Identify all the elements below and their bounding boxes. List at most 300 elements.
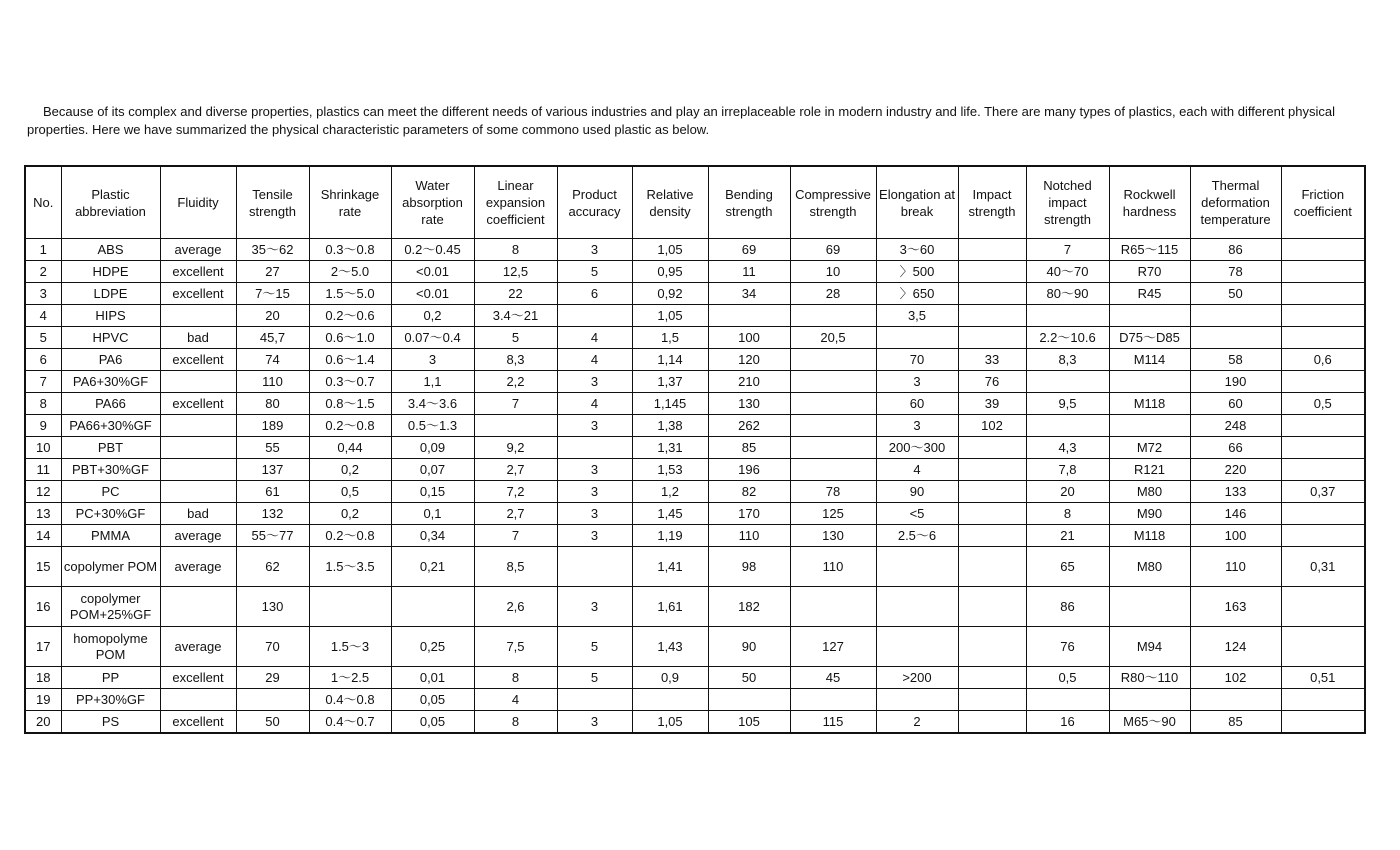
- table-cell: [958, 689, 1026, 711]
- col-header: Tensile strength: [236, 166, 309, 239]
- table-cell: [708, 689, 790, 711]
- table-cell: 189: [236, 415, 309, 437]
- table-cell: 65: [1026, 547, 1109, 587]
- table-cell: 1,05: [632, 711, 708, 734]
- table-cell: 137: [236, 459, 309, 481]
- table-cell: excellent: [160, 349, 236, 371]
- table-cell: 7,5: [474, 627, 557, 667]
- table-cell: PP: [61, 667, 160, 689]
- table-cell: 0.07～0.4: [391, 327, 474, 349]
- table-row: [25, 667, 1365, 689]
- table-cell: 35～62: [236, 239, 309, 261]
- table-cell: [790, 349, 876, 371]
- table-cell: 0,2: [309, 459, 391, 481]
- table-cell: 1.5～3.5: [309, 547, 391, 587]
- table-cell: 0,34: [391, 525, 474, 547]
- table-cell: 8: [474, 667, 557, 689]
- table-cell: R65～115: [1109, 239, 1190, 261]
- table-cell: 2: [876, 711, 958, 734]
- table-cell: 5: [557, 261, 632, 283]
- table-cell: [1026, 371, 1109, 393]
- table-cell: 80～90: [1026, 283, 1109, 305]
- table-row: [25, 261, 1365, 283]
- table-cell: [1026, 415, 1109, 437]
- col-header: Plastic abbreviation: [61, 166, 160, 239]
- table-cell: 4: [25, 305, 61, 327]
- table-row: [25, 459, 1365, 481]
- table-row: [25, 415, 1365, 437]
- table-cell: 0,44: [309, 437, 391, 459]
- table-cell: PA66+30%GF: [61, 415, 160, 437]
- table-cell: 33: [958, 349, 1026, 371]
- col-header: Notched impact strength: [1026, 166, 1109, 239]
- table-cell: 16: [25, 587, 61, 627]
- table-cell: 22: [474, 283, 557, 305]
- table-cell: 18: [25, 667, 61, 689]
- table-cell: PS: [61, 711, 160, 734]
- table-cell: [1026, 689, 1109, 711]
- table-cell: 5: [557, 627, 632, 667]
- table-row: [25, 547, 1365, 587]
- table-cell: [1026, 305, 1109, 327]
- table-cell: PBT: [61, 437, 160, 459]
- table-cell: 8: [25, 393, 61, 415]
- table-cell: [958, 459, 1026, 481]
- plastic-properties-table: [24, 165, 1366, 734]
- table-cell: 0,2: [309, 503, 391, 525]
- table-cell: M72: [1109, 437, 1190, 459]
- table-row: [25, 587, 1365, 627]
- table-cell: 4: [876, 459, 958, 481]
- table-cell: [876, 627, 958, 667]
- table-cell: [160, 459, 236, 481]
- table-cell: 2,7: [474, 459, 557, 481]
- table-cell: [958, 437, 1026, 459]
- table-cell: M114: [1109, 349, 1190, 371]
- table-cell: 3: [557, 415, 632, 437]
- table-cell: 19: [25, 689, 61, 711]
- table-cell: HPVC: [61, 327, 160, 349]
- table-cell: 0,5: [1281, 393, 1365, 415]
- table-cell: M65～90: [1109, 711, 1190, 734]
- table-cell: [1190, 689, 1281, 711]
- table-cell: 3: [876, 371, 958, 393]
- table-cell: 8: [474, 711, 557, 734]
- table-cell: 78: [1190, 261, 1281, 283]
- table-cell: 105: [708, 711, 790, 734]
- table-cell: [958, 503, 1026, 525]
- table-cell: 2.2～10.6: [1026, 327, 1109, 349]
- table-cell: 45,7: [236, 327, 309, 349]
- table-body: [25, 239, 1365, 734]
- table-cell: 50: [708, 667, 790, 689]
- table-row: [25, 349, 1365, 371]
- table-cell: [790, 437, 876, 459]
- table-cell: [876, 547, 958, 587]
- col-header: Relative density: [632, 166, 708, 239]
- table-cell: R80～110: [1109, 667, 1190, 689]
- table-cell: [958, 261, 1026, 283]
- table-cell: [958, 667, 1026, 689]
- table-cell: 3.4～3.6: [391, 393, 474, 415]
- table-cell: 100: [708, 327, 790, 349]
- table-cell: 1,41: [632, 547, 708, 587]
- table-cell: 1,19: [632, 525, 708, 547]
- table-cell: 0,1: [391, 503, 474, 525]
- table-cell: 125: [790, 503, 876, 525]
- table-cell: [1109, 689, 1190, 711]
- table-row: [25, 305, 1365, 327]
- col-header: Fluidity: [160, 166, 236, 239]
- table-cell: [1281, 627, 1365, 667]
- table-row: [25, 283, 1365, 305]
- table-cell: 4: [557, 349, 632, 371]
- table-cell: 110: [236, 371, 309, 393]
- table-cell: 5: [25, 327, 61, 349]
- table-row: [25, 481, 1365, 503]
- table-cell: average: [160, 525, 236, 547]
- table-cell: 40～70: [1026, 261, 1109, 283]
- table-cell: 16: [1026, 711, 1109, 734]
- table-cell: excellent: [160, 283, 236, 305]
- table-cell: [1281, 283, 1365, 305]
- table-row: [25, 327, 1365, 349]
- table-cell: [958, 547, 1026, 587]
- table-cell: 17: [25, 627, 61, 667]
- col-header: Water absorption rate: [391, 166, 474, 239]
- table-cell: 0,92: [632, 283, 708, 305]
- table-row: [25, 503, 1365, 525]
- table-cell: 70: [236, 627, 309, 667]
- table-cell: PA6+30%GF: [61, 371, 160, 393]
- table-cell: copolymer POM+25%GF: [61, 587, 160, 627]
- col-header: Thermal deformation temperature: [1190, 166, 1281, 239]
- table-cell: 3: [557, 481, 632, 503]
- table-cell: 21: [1026, 525, 1109, 547]
- intro-paragraph: Because of its complex and diverse properties, plastics can meet the different needs of various industries and play an irreplaceable role in modern industry and life. There are many types of plastics, each with different physical properties. Here we have summarized the physical characteristic parameters of some commono used plastic as below.: [27, 104, 1336, 137]
- table-cell: 7: [474, 393, 557, 415]
- table-cell: 69: [790, 239, 876, 261]
- table-cell: average: [160, 547, 236, 587]
- table-cell: 102: [1190, 667, 1281, 689]
- table-cell: 1,45: [632, 503, 708, 525]
- table-cell: 130: [236, 587, 309, 627]
- table-cell: 〉500: [876, 261, 958, 283]
- table-cell: [1281, 689, 1365, 711]
- table-cell: 34: [708, 283, 790, 305]
- table-cell: excellent: [160, 667, 236, 689]
- table-cell: 0,25: [391, 627, 474, 667]
- table-cell: [557, 437, 632, 459]
- table-cell: 3: [557, 525, 632, 547]
- table-cell: PA6: [61, 349, 160, 371]
- table-cell: 0,21: [391, 547, 474, 587]
- table-cell: [958, 627, 1026, 667]
- table-cell: 133: [1190, 481, 1281, 503]
- table-cell: 0.3～0.7: [309, 371, 391, 393]
- table-cell: 80: [236, 393, 309, 415]
- table-cell: 3: [557, 503, 632, 525]
- table-cell: 1: [25, 239, 61, 261]
- table-cell: [1281, 711, 1365, 734]
- table-cell: [1281, 327, 1365, 349]
- table-cell: 20,5: [790, 327, 876, 349]
- table-cell: [1281, 525, 1365, 547]
- table-cell: 0.2～0.8: [309, 525, 391, 547]
- table-cell: 5: [557, 667, 632, 689]
- table-cell: 12: [25, 481, 61, 503]
- table-cell: 110: [1190, 547, 1281, 587]
- table-row: [25, 525, 1365, 547]
- table-cell: PC+30%GF: [61, 503, 160, 525]
- table-cell: 3: [557, 459, 632, 481]
- table-cell: [309, 587, 391, 627]
- table-cell: 100: [1190, 525, 1281, 547]
- table-cell: 182: [708, 587, 790, 627]
- table-cell: [876, 689, 958, 711]
- table-cell: 3,5: [876, 305, 958, 327]
- table-cell: 3～60: [876, 239, 958, 261]
- table-cell: M94: [1109, 627, 1190, 667]
- table-cell: 1,1: [391, 371, 474, 393]
- table-cell: [557, 305, 632, 327]
- table-cell: 8,3: [474, 349, 557, 371]
- table-cell: 45: [790, 667, 876, 689]
- table-cell: 10: [25, 437, 61, 459]
- table-cell: 0.2～0.6: [309, 305, 391, 327]
- col-header: Shrinkage rate: [309, 166, 391, 239]
- table-cell: <0.01: [391, 261, 474, 283]
- col-header: Rockwell hardness: [1109, 166, 1190, 239]
- table-cell: 74: [236, 349, 309, 371]
- table-cell: [1190, 305, 1281, 327]
- table-cell: 2.5～6: [876, 525, 958, 547]
- table-cell: M80: [1109, 481, 1190, 503]
- table-cell: [1190, 327, 1281, 349]
- table-cell: [790, 393, 876, 415]
- table-cell: 66: [1190, 437, 1281, 459]
- table-cell: 90: [876, 481, 958, 503]
- table-cell: 1,05: [632, 305, 708, 327]
- table-cell: 0.2～0.45: [391, 239, 474, 261]
- table-cell: 3: [557, 587, 632, 627]
- table-cell: excellent: [160, 711, 236, 734]
- table-cell: 11: [708, 261, 790, 283]
- table-cell: 98: [708, 547, 790, 587]
- table-cell: [1109, 371, 1190, 393]
- table-cell: [557, 689, 632, 711]
- table-cell: 130: [708, 393, 790, 415]
- table-cell: R70: [1109, 261, 1190, 283]
- table-cell: 2: [25, 261, 61, 283]
- table-cell: 0,51: [1281, 667, 1365, 689]
- table-cell: 0,5: [1026, 667, 1109, 689]
- table-cell: 7,2: [474, 481, 557, 503]
- table-cell: 248: [1190, 415, 1281, 437]
- table-cell: 14: [25, 525, 61, 547]
- table-cell: 200～300: [876, 437, 958, 459]
- table-cell: 86: [1026, 587, 1109, 627]
- table-cell: [790, 587, 876, 627]
- table-cell: [876, 587, 958, 627]
- table-cell: 0.5～1.3: [391, 415, 474, 437]
- table-cell: PBT+30%GF: [61, 459, 160, 481]
- table-cell: [876, 327, 958, 349]
- table-cell: [160, 587, 236, 627]
- table-cell: [790, 305, 876, 327]
- table-cell: 0,01: [391, 667, 474, 689]
- table-cell: >200: [876, 667, 958, 689]
- table-cell: M118: [1109, 393, 1190, 415]
- table-cell: 10: [790, 261, 876, 283]
- table-cell: PMMA: [61, 525, 160, 547]
- table-cell: [958, 239, 1026, 261]
- table-cell: [160, 481, 236, 503]
- table-cell: 170: [708, 503, 790, 525]
- table-cell: [160, 689, 236, 711]
- table-cell: 1,31: [632, 437, 708, 459]
- table-cell: 2,2: [474, 371, 557, 393]
- table-cell: homopolyme POM: [61, 627, 160, 667]
- table-cell: 6: [557, 283, 632, 305]
- table-cell: 3: [557, 239, 632, 261]
- table-cell: 7: [25, 371, 61, 393]
- table-cell: 0,95: [632, 261, 708, 283]
- col-header: Impact strength: [958, 166, 1026, 239]
- table-cell: 127: [790, 627, 876, 667]
- table-cell: 20: [236, 305, 309, 327]
- table-cell: 0,2: [391, 305, 474, 327]
- table-cell: [1109, 305, 1190, 327]
- table-cell: 8: [474, 239, 557, 261]
- table-cell: 2,6: [474, 587, 557, 627]
- table-cell: [1281, 371, 1365, 393]
- table-cell: 196: [708, 459, 790, 481]
- table-row: [25, 393, 1365, 415]
- table-row: [25, 371, 1365, 393]
- table-cell: 1,14: [632, 349, 708, 371]
- table-cell: 7～15: [236, 283, 309, 305]
- table-cell: PA66: [61, 393, 160, 415]
- table-cell: 1,38: [632, 415, 708, 437]
- table-cell: M118: [1109, 525, 1190, 547]
- table-cell: 3: [391, 349, 474, 371]
- table-cell: excellent: [160, 393, 236, 415]
- table-cell: 76: [958, 371, 1026, 393]
- table-cell: 0.2～0.8: [309, 415, 391, 437]
- table-cell: [958, 305, 1026, 327]
- table-cell: 1,61: [632, 587, 708, 627]
- table-cell: 7,8: [1026, 459, 1109, 481]
- col-header: Bending strength: [708, 166, 790, 239]
- table-cell: 163: [1190, 587, 1281, 627]
- table-cell: 1,53: [632, 459, 708, 481]
- table-cell: 146: [1190, 503, 1281, 525]
- table-cell: 50: [1190, 283, 1281, 305]
- table-cell: 124: [1190, 627, 1281, 667]
- table-cell: 220: [1190, 459, 1281, 481]
- table-cell: 0,37: [1281, 481, 1365, 503]
- table-cell: PC: [61, 481, 160, 503]
- table-cell: [1109, 587, 1190, 627]
- table-cell: 115: [790, 711, 876, 734]
- table-cell: HIPS: [61, 305, 160, 327]
- table-cell: 1,37: [632, 371, 708, 393]
- table-cell: 8,3: [1026, 349, 1109, 371]
- table-cell: 0.6～1.4: [309, 349, 391, 371]
- table-cell: 0,07: [391, 459, 474, 481]
- table-cell: 0,9: [632, 667, 708, 689]
- table-cell: [1281, 261, 1365, 283]
- col-header: Elongation at break: [876, 166, 958, 239]
- table-cell: 120: [708, 349, 790, 371]
- table-cell: 0.6～1.0: [309, 327, 391, 349]
- table-cell: LDPE: [61, 283, 160, 305]
- table-cell: 70: [876, 349, 958, 371]
- table-cell: HDPE: [61, 261, 160, 283]
- table-cell: 55～77: [236, 525, 309, 547]
- table-cell: [708, 305, 790, 327]
- table-cell: 85: [708, 437, 790, 459]
- table-cell: 2,7: [474, 503, 557, 525]
- table-cell: 55: [236, 437, 309, 459]
- table-cell: bad: [160, 503, 236, 525]
- table-cell: [160, 305, 236, 327]
- table-cell: [1281, 239, 1365, 261]
- table-cell: 110: [790, 547, 876, 587]
- table-cell: 8,5: [474, 547, 557, 587]
- table-row: [25, 627, 1365, 667]
- table-cell: 0,15: [391, 481, 474, 503]
- table-cell: 9,5: [1026, 393, 1109, 415]
- table-cell: 210: [708, 371, 790, 393]
- table-cell: 0,05: [391, 689, 474, 711]
- table-cell: [790, 415, 876, 437]
- table-cell: D75～D85: [1109, 327, 1190, 349]
- table-cell: 86: [1190, 239, 1281, 261]
- table-cell: [1281, 437, 1365, 459]
- table-cell: 6: [25, 349, 61, 371]
- table-cell: 0,31: [1281, 547, 1365, 587]
- table-cell: 0,6: [1281, 349, 1365, 371]
- table-cell: [1109, 415, 1190, 437]
- table-cell: 1.5～3: [309, 627, 391, 667]
- table-cell: 85: [1190, 711, 1281, 734]
- table-cell: 130: [790, 525, 876, 547]
- table-cell: 1～2.5: [309, 667, 391, 689]
- table-cell: 9: [25, 415, 61, 437]
- table-cell: 3: [25, 283, 61, 305]
- table-cell: [958, 525, 1026, 547]
- table-cell: [958, 327, 1026, 349]
- table-cell: [632, 689, 708, 711]
- table-cell: 76: [1026, 627, 1109, 667]
- table-row: [25, 437, 1365, 459]
- table-cell: 82: [708, 481, 790, 503]
- table-cell: [790, 459, 876, 481]
- table-cell: 1.5～5.0: [309, 283, 391, 305]
- table-cell: 11: [25, 459, 61, 481]
- table-cell: 0.8～1.5: [309, 393, 391, 415]
- table-cell: 20: [1026, 481, 1109, 503]
- table-cell: 5: [474, 327, 557, 349]
- table-cell: 12,5: [474, 261, 557, 283]
- table-cell: copolymer POM: [61, 547, 160, 587]
- table-header-row: [25, 166, 1365, 239]
- table-cell: 0,05: [391, 711, 474, 734]
- table-cell: 1,43: [632, 627, 708, 667]
- table-cell: excellent: [160, 261, 236, 283]
